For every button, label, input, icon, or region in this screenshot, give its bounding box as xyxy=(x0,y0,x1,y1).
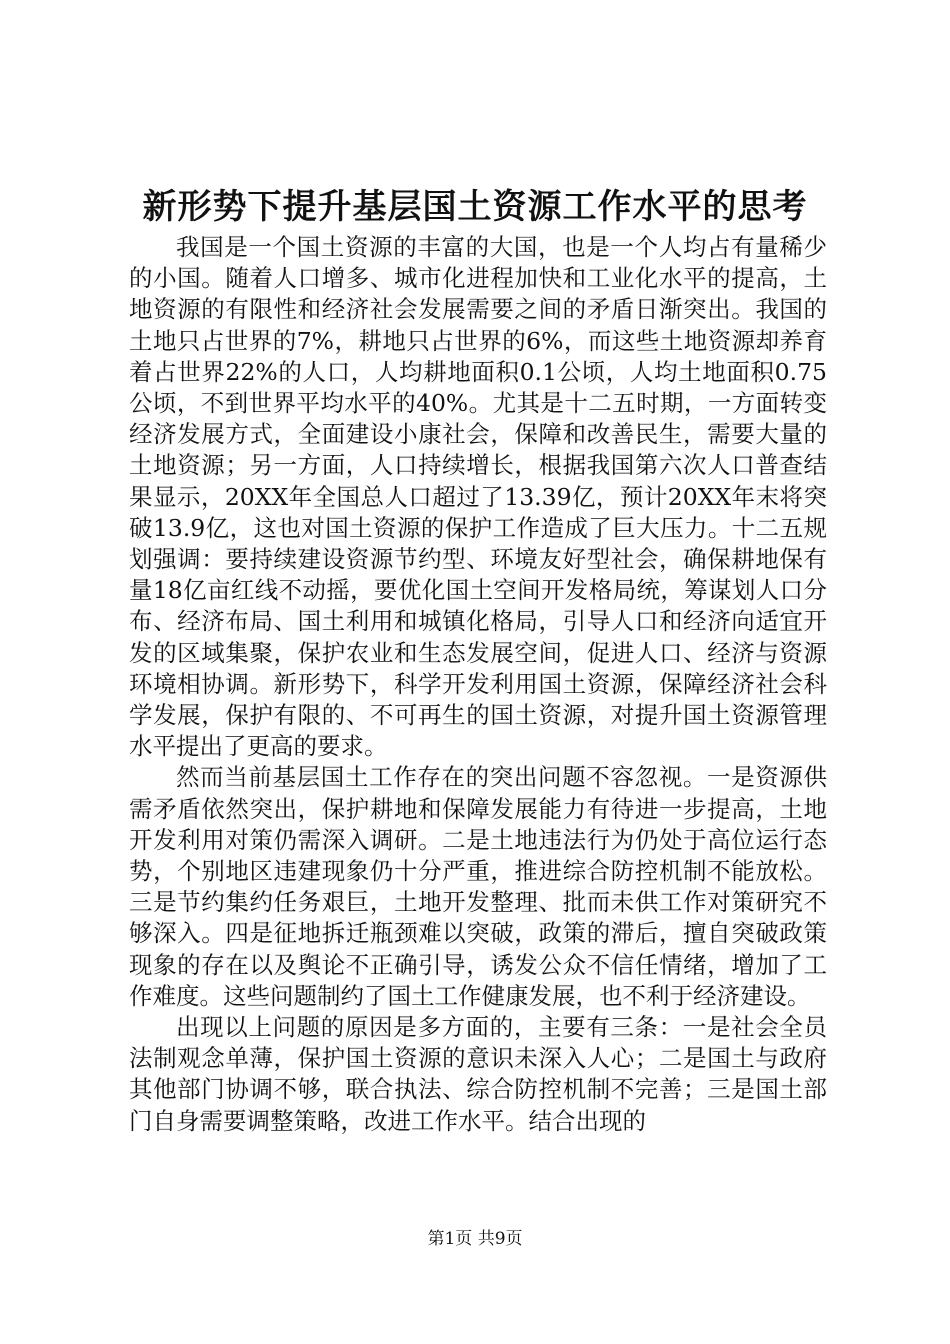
document-body xyxy=(129,232,827,1137)
document-title: 新形势下提升基层国土资源工作水平的思考 xyxy=(142,187,808,227)
page-number-footer: 第1页 共9页 xyxy=(427,1229,523,1249)
paragraph: 然而当前基层国土工作存在的突出问题不容忽视。一是资源供需矛盾依然突出，保护耕地和保障发展能力有待进一步提高，土地开发利用对策仍需深入调研。二是土地违法行为仍处于高位运行态势，个别地区违建现象仍十分严重，推进综合防控机制不能放松。三是节约集约任务艰巨，土地开发整理、批而未供工作对策研究不够深入。四是征地拆迁瓶颈难以突破，政策的滞后，擅自突破政策现象的存在以及舆论不正确引导，诱发公众不信任情绪，增加了工作难度。这些问题制约了国土工作健康发展，也不利于经济建设。 xyxy=(129,763,827,1010)
paragraph: 我国是一个国土资源的丰富的大国，也是一个人均占有量稀少的小国。随着人口增多、城市化进程加快和工业化水平的提高，土地资源的有限性和经济社会发展需要之间的矛盾日渐突出。我国的土地只占世界的7%，耕地只占世界的6%，而这些土地资源却养育着占世界22%的人口，人均耕地面积0.1公顷，人均土地面积0.75公顷，不到世界平均水平的40%。尤其是十二五时期，一方面转变经济发展方式，全面建设小康社会，保障和改善民生，需要大量的土地资源；另一方面，人口持续增长，根据我国第六次人口普查结果显示，20XX年全国总人口超过了13.39亿，预计20XX年末将突破13.9亿，这也对国土资源的保护工作造成了巨大压力。十二五规划强调：要持续建设资源节约型、环境友好型社会，确保耕地保有量18亿亩红线不动摇，要优化国土空间开发格局统，筹谋划人口分布、经济布局、国土利用和城镇化格局，引导人口和经济向适宜开发的区域集聚，保护农业和生态发展空间，促进人口、经济与资源环境相协调。新形势下，科学开发利用国土资源，保障经济社会科学发展，保护有限的、不可再生的国土资源，对提升国土资源管理水平提出了更高的要求。 xyxy=(129,233,827,761)
paragraph: 出现以上问题的原因是多方面的，主要有三条：一是社会全员法制观念单薄，保护国土资源的意识未深入人心；二是国土与政府其他部门协调不够，联合执法、综合防控机制不完善；三是国土部门自身需要调整策略，改进工作水平。结合出现的 xyxy=(129,1013,827,1135)
